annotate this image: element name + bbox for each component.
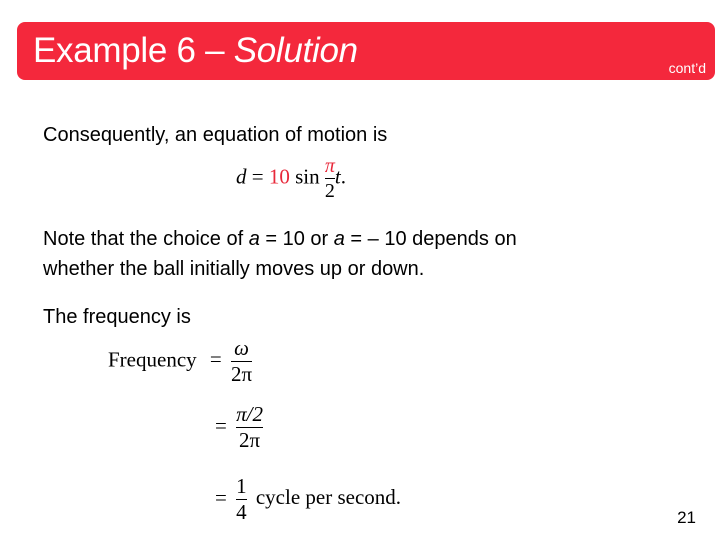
frequency-units: cycle per second. [255, 485, 402, 510]
eq-frac-num: π [324, 155, 335, 177]
eq-equals: = [251, 164, 264, 189]
eq-fraction [325, 156, 335, 201]
title-bar [17, 22, 715, 80]
eq-end: . [340, 164, 346, 189]
frequency-fraction-2: $\frac{\pi/2}{2\pi}$ [236, 402, 263, 452]
frequency-row-3: = $\frac{1}{4}$ cycle per second. [215, 474, 402, 524]
note-line-2: whether the ball initially moves up or down. [43, 258, 425, 280]
frequency-row-1: Frequency = $\frac{\omega}{2\pi}$ [108, 336, 253, 386]
equation-of-motion [236, 156, 346, 201]
eq-frac-den: 2 [324, 180, 335, 202]
note-line-1: Note that the choice of a = 10 or a = – 10 depends on [43, 228, 517, 250]
eq-lhs: d [236, 164, 247, 189]
page-number: 21 [677, 508, 696, 527]
frequency-fraction-1: $\frac{\omega}{2\pi}$ [230, 336, 253, 386]
intro-line: Consequently, an equation of motion is [43, 124, 388, 146]
eq-coefficient: 10 [268, 164, 290, 189]
slide-title: Example 6 – Solution [33, 31, 358, 70]
frequency-intro: The frequency is [43, 306, 191, 328]
continued-label: cont’d [668, 60, 706, 76]
frequency-label: Frequency [108, 347, 197, 372]
frequency-fraction-3: $\frac{1}{4}$ [236, 474, 247, 524]
eq-sin: sin [295, 164, 320, 189]
slide-title-italic: Solution [233, 31, 358, 70]
eq-var: t [334, 164, 341, 189]
frequency-row-2: = $\frac{\pi/2}{2\pi}$ [215, 402, 263, 452]
